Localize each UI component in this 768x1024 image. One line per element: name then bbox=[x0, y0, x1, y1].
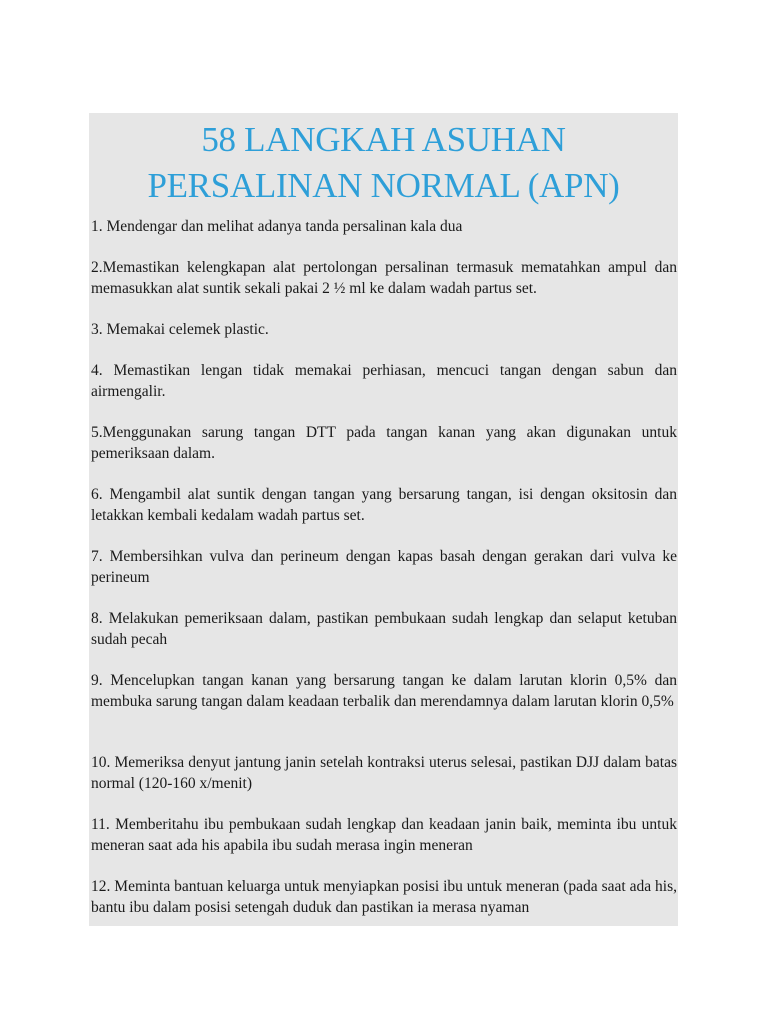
step-1: 1. Mendengar dan melihat adanya tanda persalinan kala dua bbox=[91, 218, 463, 235]
document-title bbox=[89, 113, 678, 209]
step-9: 9. Mencelupkan tangan kanan yang bersarung tangan ke dalam larutan klorin 0,5% dan membuka sarung tangan dalam keadaan terbalik dan merendamnya dalam larutan klorin 0,5% bbox=[91, 672, 677, 710]
step-5: 5.Menggunakan sarung tangan DTT pada tangan kanan yang akan digunakan untuk pemeriksaan dalam. bbox=[91, 424, 677, 462]
steps-list bbox=[91, 217, 677, 926]
step-2: 2.Memastikan kelengkapan alat pertolongan persalinan termasuk mematahkan ampul dan memasukkan alat suntik sekali pakai 2 ½ ml ke dalam wadah partus set. bbox=[91, 259, 677, 297]
step-4: 4. Memastikan lengan tidak memakai perhiasan, mencuci tangan dengan sabun dan airmengalir. bbox=[91, 362, 677, 400]
document-panel bbox=[89, 113, 678, 926]
title-line-2: PERSALINAN NORMAL (APN) bbox=[147, 166, 620, 205]
step-12: 12. Meminta bantuan keluarga untuk menyiapkan posisi ibu untuk meneran (pada saat ada his, bantu ibu dalam posisi setengah duduk dan pastikan ia merasa nyaman bbox=[91, 878, 677, 916]
step-3: 3. Memakai celemek plastic. bbox=[91, 321, 269, 338]
step-7: 7. Membersihkan vulva dan perineum dengan kapas basah dengan gerakan dari vulva ke perineum bbox=[91, 548, 677, 586]
step-8: 8. Melakukan pemeriksaan dalam, pastikan pembukaan sudah lengkap dan selaput ketuban sudah pecah bbox=[91, 610, 677, 648]
step-10: 10. Memeriksa denyut jantung janin setelah kontraksi uterus selesai, pastikan DJJ dalam batas normal (120-160 x/menit) bbox=[91, 754, 677, 792]
title-line-1: 58 LANGKAH ASUHAN bbox=[201, 120, 566, 159]
step-11: 11. Memberitahu ibu pembukaan sudah lengkap dan keadaan janin baik, meminta ibu untuk meneran saat ada his apabila ibu sudah merasa ingin meneran bbox=[91, 816, 677, 854]
step-6: 6. Mengambil alat suntik dengan tangan yang bersarung tangan, isi dengan oksitosin dan letakkan kembali kedalam wadah partus set. bbox=[91, 486, 677, 524]
